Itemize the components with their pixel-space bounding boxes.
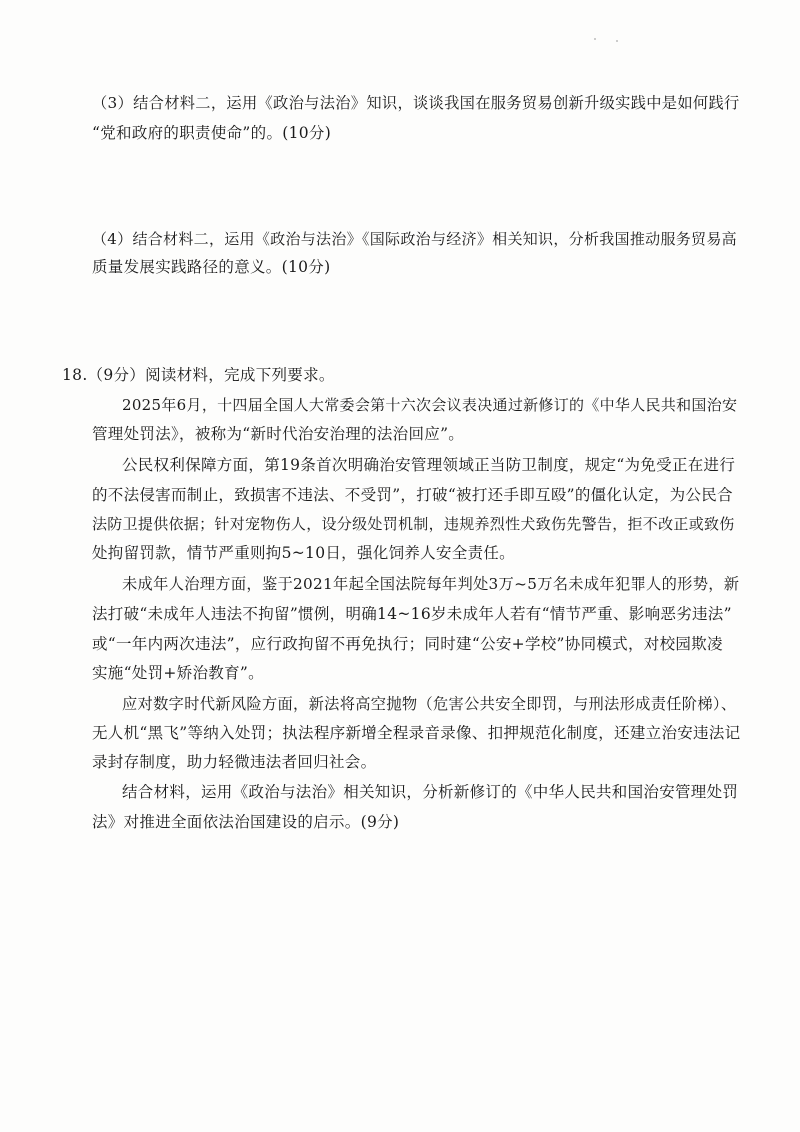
material-paragraph-3-line-2: 法打破“未成年人违法不拘留”惯例，明确14~16岁未成年人若有“情节严重、影响恶劣违法” (92, 605, 732, 623)
material-paragraph-1-line-2: 管理处罚法》，被称为“新时代治安治理的法治回应”。 (92, 425, 465, 443)
scan-speck (616, 40, 618, 42)
scan-speck (594, 38, 596, 40)
question-3-line-2: “党和政府的职责使命”的。(10分) (92, 124, 332, 142)
material-paragraph-1-line-1: 2025年6月，十四届全国人大常委会第十六次会议表决通过新修订的《中华人民共和国治安 (122, 396, 738, 414)
material-paragraph-2-line-1: 公民权利保障方面，第19条首次明确治安管理领域正当防卫制度，规定“为免受正在进行 (122, 456, 736, 474)
material-paragraph-3-line-1: 未成年人治理方面，鉴于2021年起全国法院每年判处3万~5万名未成年犯罪人的形势，新 (122, 575, 740, 593)
material-paragraph-4-line-1: 应对数字时代新风险方面，新法将高空抛物（危害公共安全即罚，与刑法形成责任阶梯）、 (122, 695, 737, 713)
question-4-line-2: 质量发展实践路径的意义。(10分) (92, 258, 331, 276)
question-4-line-1: （4）结合材料二，运用《政治与法治》《国际政治与经济》相关知识，分析我国推动服务贸易高 (92, 230, 737, 248)
material-paragraph-4-line-2: 无人机“黑飞”等纳入处罚；执法程序新增全程录音录像、扣押规范化制度，还建立治安违法记 (92, 724, 741, 742)
question-18-task-line-1: 结合材料，运用《政治与法治》相关知识，分析新修订的《中华人民共和国治安管理处罚 (122, 783, 739, 801)
material-paragraph-4-line-3: 录封存制度，助力轻微违法者回归社会。 (92, 753, 377, 771)
material-paragraph-2-line-4: 处拘留罚款，情节严重则拘5~10日，强化饲养人安全责任。 (92, 544, 515, 562)
question-18-task-line-2: 法》对推进全面依法治国建设的启示。(9分) (92, 813, 400, 831)
material-paragraph-3-line-3: 或“一年内两次违法”，应行政拘留不再免执行；同时建“公安+学校”协同模式，对校园欺凌 (92, 635, 723, 653)
question-3-line-1: （3）结合材料二，运用《政治与法治》知识，谈谈我国在服务贸易创新升级实践中是如何践行 (92, 94, 740, 112)
material-paragraph-2-line-3: 法防卫提供依据；针对宠物伤人，设分级处罚机制，违规养烈性犬致伤先警告，拒不改正或致伤 (92, 515, 735, 533)
material-paragraph-3-line-4: 实施“处罚+矫治教育”。 (92, 664, 264, 682)
material-paragraph-2-line-2: 的不法侵害而制止，致损害不违法、不受罚”，打破“被打还手即互殴”的僵化认定，为公民合 (92, 486, 733, 504)
question-18-header: 18.（9分）阅读材料，完成下列要求。 (62, 366, 335, 384)
